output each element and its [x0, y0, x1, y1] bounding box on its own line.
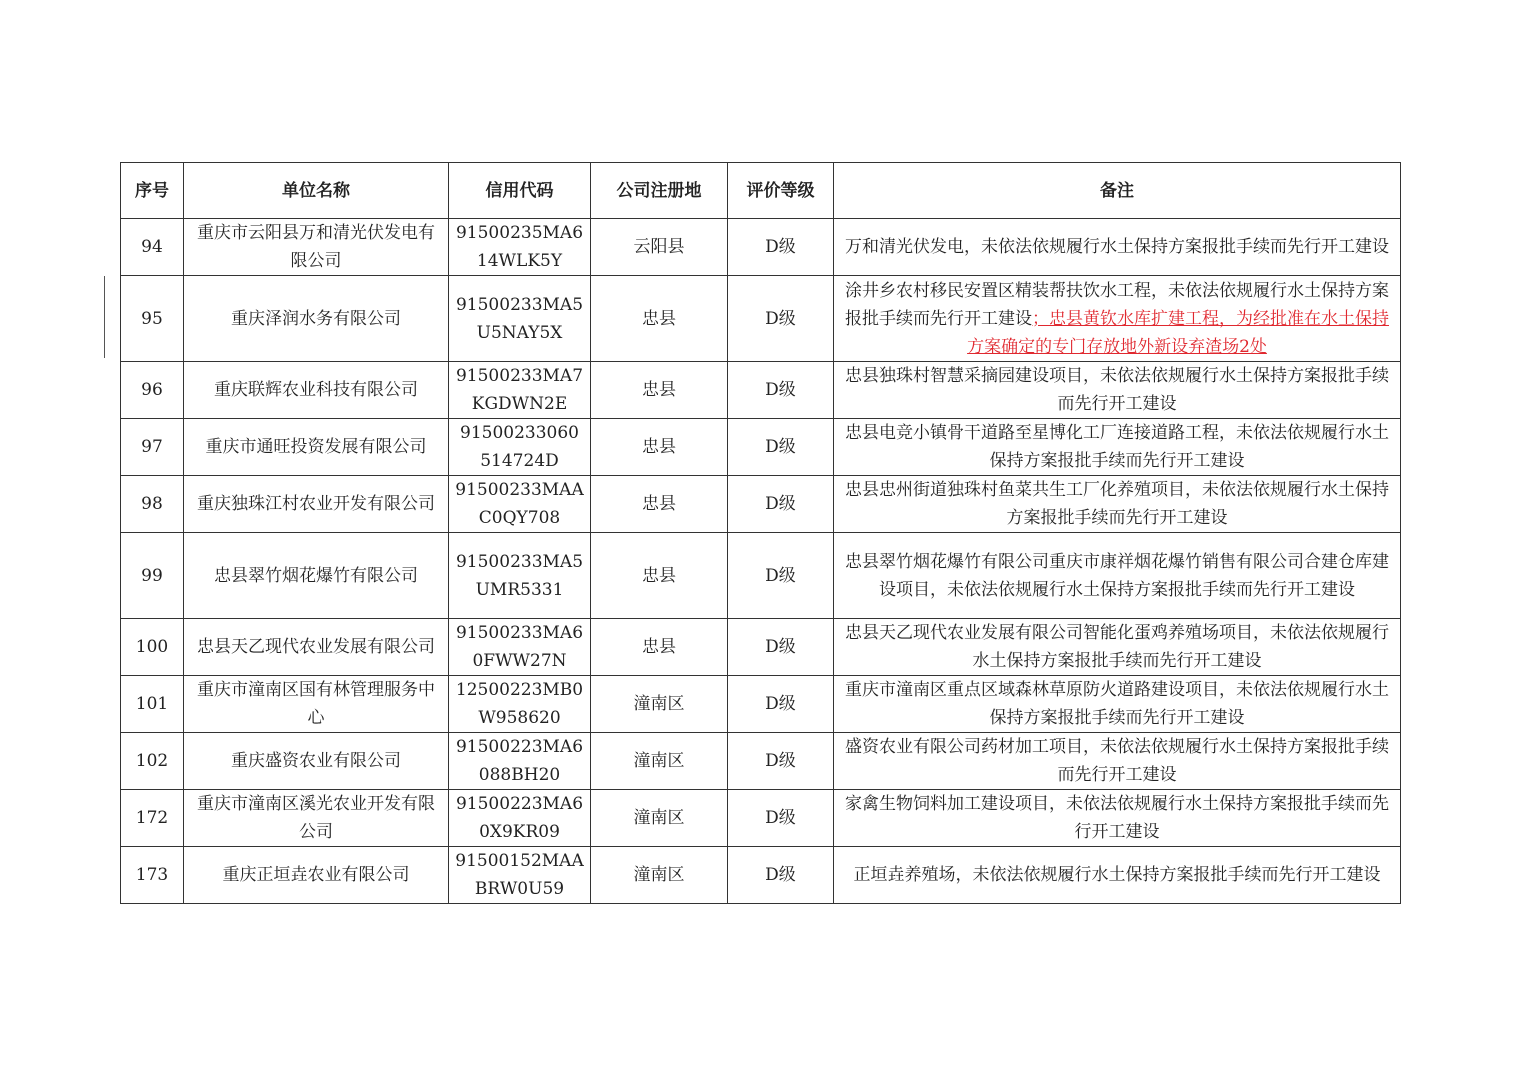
row-registration-place: 忠县	[591, 419, 728, 476]
row-rating: D级	[728, 219, 834, 276]
row-registration-place: 忠县	[591, 533, 728, 619]
header-code: 信用代码	[449, 163, 591, 219]
row-rating: D级	[728, 733, 834, 790]
row-credit-code: 91500233MA5U5NAY5X	[449, 276, 591, 362]
remark-text: 正垣垚养殖场，未依法依规履行水土保持方案报批手续而先行开工建设	[853, 865, 1381, 885]
row-remark	[834, 733, 1401, 790]
row-unit-name: 重庆正垣垚农业有限公司	[184, 847, 449, 904]
row-unit-name: 重庆市潼南区溪光农业开发有限公司	[184, 790, 449, 847]
row-seq: 95	[121, 276, 184, 362]
row-credit-code: 91500223MA6088BH20	[449, 733, 591, 790]
row-registration-place: 潼南区	[591, 676, 728, 733]
row-rating: D级	[728, 676, 834, 733]
table-row	[121, 219, 1401, 276]
row-remark	[834, 219, 1401, 276]
row-registration-place: 潼南区	[591, 733, 728, 790]
table-row	[121, 362, 1401, 419]
credit-rating-table	[120, 162, 1401, 904]
table-row	[121, 847, 1401, 904]
row-credit-code: 91500233MA7KGDWN2E	[449, 362, 591, 419]
row-unit-name: 重庆盛资农业有限公司	[184, 733, 449, 790]
row-registration-place: 潼南区	[591, 790, 728, 847]
row-registration-place: 忠县	[591, 476, 728, 533]
row-credit-code: 91500223MA60X9KR09	[449, 790, 591, 847]
table-row	[121, 419, 1401, 476]
row-remark	[834, 476, 1401, 533]
row-unit-name: 忠县天乙现代农业发展有限公司	[184, 619, 449, 676]
remark-text: 忠县独珠村智慧采摘园建设项目，未依法依规履行水土保持方案报批手续而先行开工建设	[845, 366, 1389, 414]
row-remark	[834, 847, 1401, 904]
row-seq: 100	[121, 619, 184, 676]
row-seq: 172	[121, 790, 184, 847]
table-row	[121, 790, 1401, 847]
row-unit-name: 忠县翠竹烟花爆竹有限公司	[184, 533, 449, 619]
remark-text: 忠县翠竹烟花爆竹有限公司重庆市康祥烟花爆竹销售有限公司合建仓库建设项目，未依法依规履行水土保持方案报批手续而先行开工建设	[845, 551, 1389, 600]
table-row	[121, 676, 1401, 733]
row-seq: 99	[121, 533, 184, 619]
row-registration-place: 忠县	[591, 619, 728, 676]
remark-text: 重庆市潼南区重点区域森林草原防火道路建设项目，未依法依规履行水土保持方案报批手续而先行开工建设	[845, 680, 1389, 728]
table-row	[121, 733, 1401, 790]
row-seq: 96	[121, 362, 184, 419]
row-rating: D级	[728, 362, 834, 419]
remark-text: 忠县忠州街道独珠村鱼菜共生工厂化养殖项目，未依法依规履行水土保持方案报批手续而先行开工建设	[845, 480, 1389, 528]
row-registration-place: 云阳县	[591, 219, 728, 276]
row-remark	[834, 790, 1401, 847]
remark-text: 家禽生物饲料加工建设项目，未依法依规履行水土保持方案报批手续而先行开工建设	[845, 794, 1389, 842]
row-registration-place: 忠县	[591, 362, 728, 419]
table-row	[121, 476, 1401, 533]
remark-text: 忠县天乙现代农业发展有限公司智能化蛋鸡养殖场项目，未依法依规履行水土保持方案报批手续而先行开工建设	[845, 623, 1389, 671]
table-body	[121, 219, 1401, 904]
row-rating: D级	[728, 533, 834, 619]
row-registration-place: 忠县	[591, 276, 728, 362]
row-remark	[834, 533, 1401, 619]
remark-text: 忠县电竞小镇骨干道路至星博化工厂连接道路工程，未依法依规履行水土保持方案报批手续而先行开工建设	[845, 423, 1389, 471]
row-rating: D级	[728, 619, 834, 676]
row-rating: D级	[728, 476, 834, 533]
row-registration-place: 潼南区	[591, 847, 728, 904]
row-credit-code: 91500233MA60FWW27N	[449, 619, 591, 676]
row-unit-name: 重庆独珠江村农业开发有限公司	[184, 476, 449, 533]
remark-highlight-text: ；忠县黄钦水库扩建工程，为经批准在水土保持方案确定的专门存放地外新设弃渣场2处	[967, 308, 1389, 357]
table-row	[121, 533, 1401, 619]
row-unit-name: 重庆市云阳县万和清光伏发电有限公司	[184, 219, 449, 276]
row-remark	[834, 419, 1401, 476]
row-credit-code: 12500223MB0W958620	[449, 676, 591, 733]
table-row	[121, 619, 1401, 676]
table-header-row	[121, 163, 1401, 219]
header-name: 单位名称	[184, 163, 449, 219]
row-unit-name: 重庆市潼南区国有林管理服务中心	[184, 676, 449, 733]
row-credit-code: 91500233060514724D	[449, 419, 591, 476]
row-seq: 97	[121, 419, 184, 476]
row-unit-name: 重庆泽润水务有限公司	[184, 276, 449, 362]
row-credit-code: 91500233MAAC0QY708	[449, 476, 591, 533]
margin-line	[104, 276, 105, 358]
row-remark	[834, 362, 1401, 419]
header-rating: 评价等级	[728, 163, 834, 219]
row-rating: D级	[728, 790, 834, 847]
row-unit-name: 重庆市通旺投资发展有限公司	[184, 419, 449, 476]
remark-text: 万和清光伏发电，未依法依规履行水土保持方案报批手续而先行开工建设	[845, 237, 1389, 257]
row-seq: 102	[121, 733, 184, 790]
row-seq: 101	[121, 676, 184, 733]
remark-text: 涂井乡农村移民安置区精装帮扶饮水工程，未依法依规履行水土保持方案报批手续而先行开工建设	[845, 280, 1389, 329]
row-rating: D级	[728, 276, 834, 362]
row-rating: D级	[728, 847, 834, 904]
header-location: 公司注册地	[591, 163, 728, 219]
row-credit-code: 91500235MA614WLK5Y	[449, 219, 591, 276]
remark-text: 盛资农业有限公司药材加工项目，未依法依规履行水土保持方案报批手续而先行开工建设	[845, 737, 1389, 785]
row-credit-code: 91500233MA5UMR5331	[449, 533, 591, 619]
row-seq: 98	[121, 476, 184, 533]
row-seq: 94	[121, 219, 184, 276]
row-remark	[834, 619, 1401, 676]
row-rating: D级	[728, 419, 834, 476]
row-remark	[834, 276, 1401, 362]
row-credit-code: 91500152MAABRW0U59	[449, 847, 591, 904]
row-remark	[834, 676, 1401, 733]
header-note: 备注	[834, 163, 1401, 219]
table-row	[121, 276, 1401, 362]
header-seq: 序号	[121, 163, 184, 219]
row-unit-name: 重庆联辉农业科技有限公司	[184, 362, 449, 419]
row-seq: 173	[121, 847, 184, 904]
